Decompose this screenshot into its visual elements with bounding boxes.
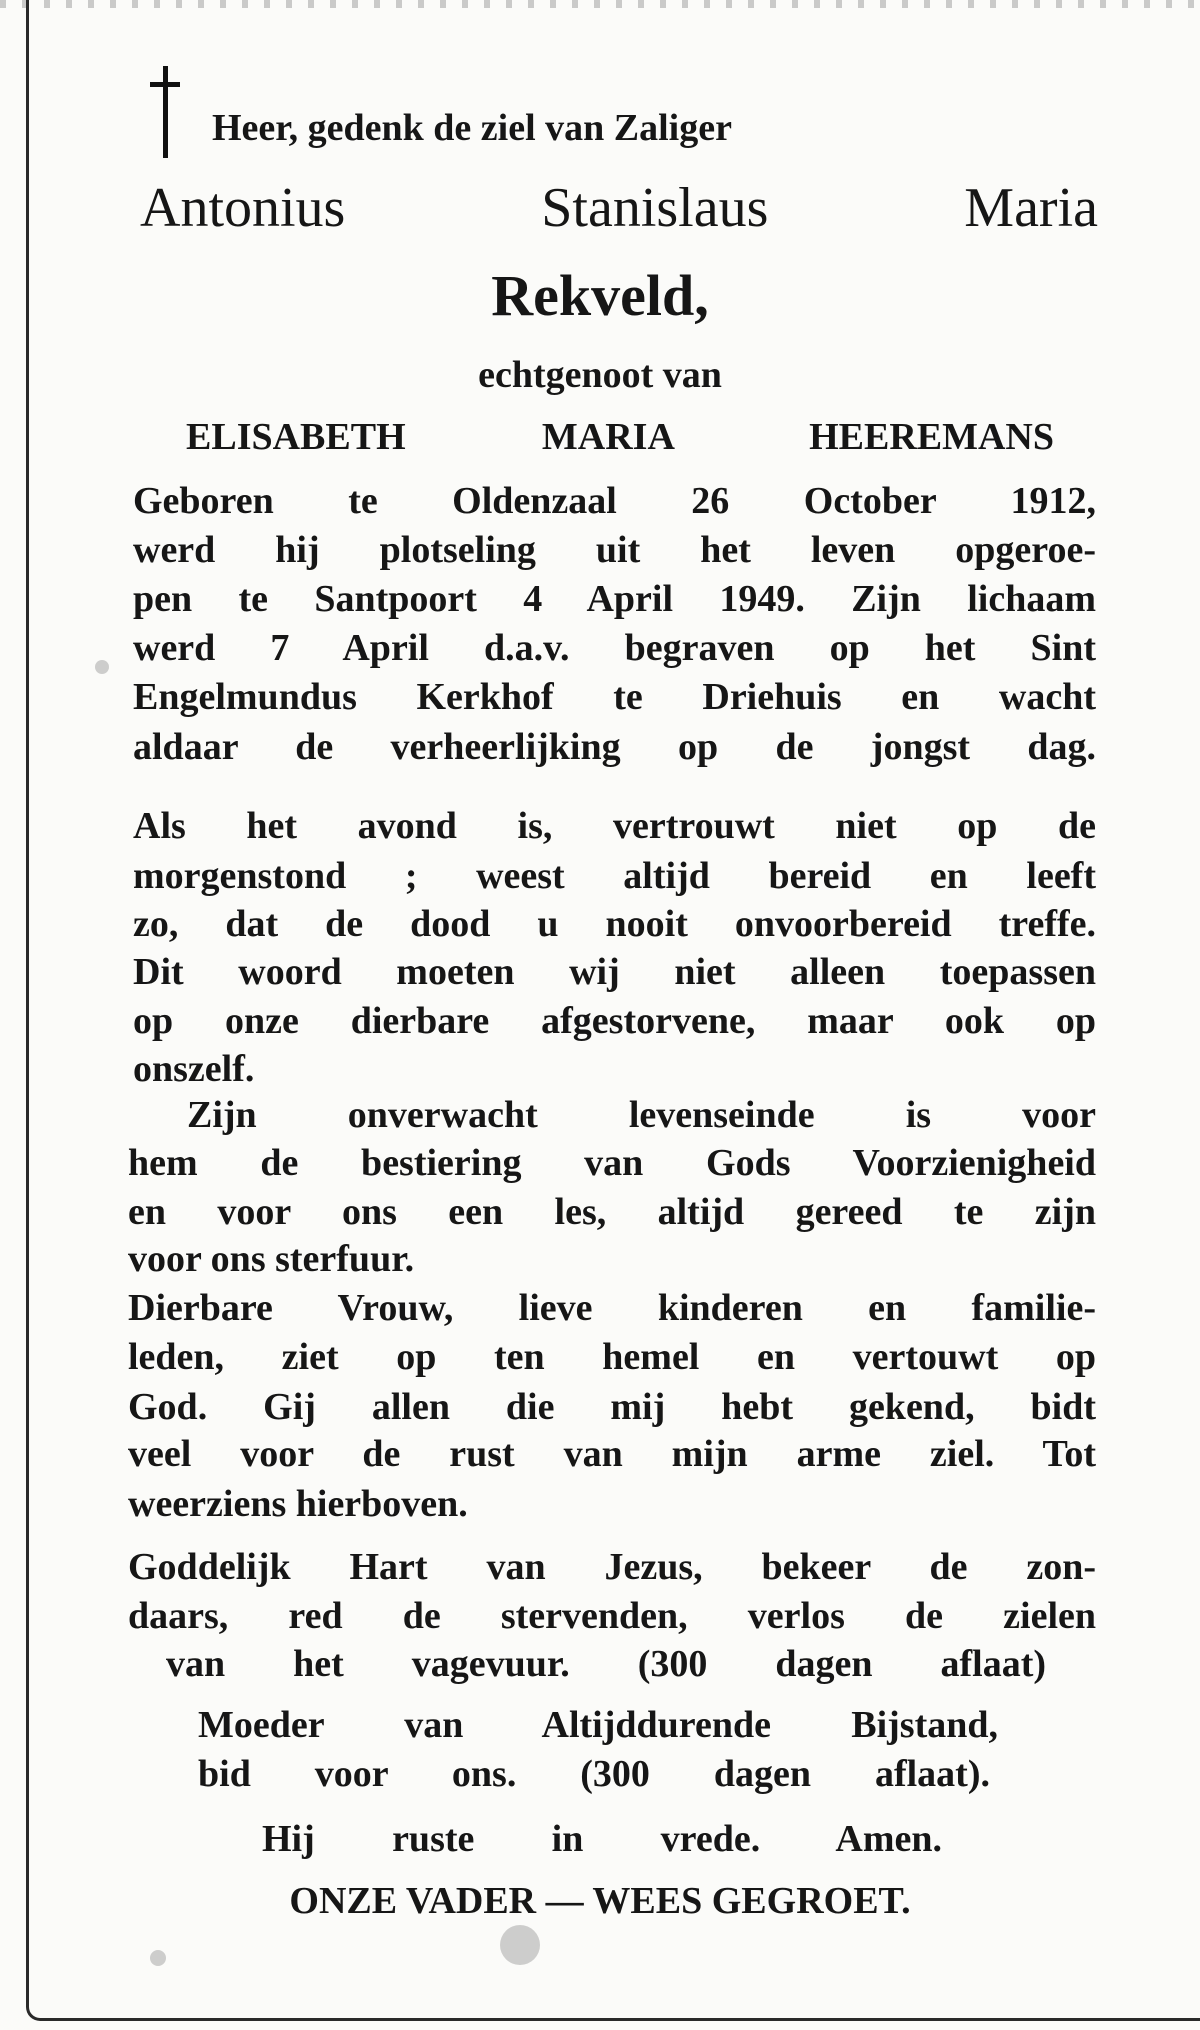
closing-prayers: ONZE VADER — WEES GEGROET. (289, 1880, 911, 1922)
spouse-name: ELISABETH MARIA HEEREMANS (186, 416, 1054, 458)
text-line: leden, ziet op ten hemel en vertouwt op (128, 1336, 1096, 1378)
deceased-given-names: Antonius Stanislaus Maria (140, 177, 1098, 239)
text-line: God. Gij allen die mij hebt gekend, bidt (128, 1386, 1096, 1428)
text-line: onszelf. (133, 1048, 255, 1090)
text-line: weerziens hierboven. (128, 1483, 468, 1525)
text-line: Dit woord moeten wij niet alleen toepassen (133, 951, 1096, 993)
text-line: Dierbare Vrouw, lieve kinderen en familie- (128, 1287, 1096, 1329)
text-line: bid voor ons. (300 dagen aflaat). (198, 1753, 990, 1795)
text-line: werd 7 April d.a.v. begraven op het Sint (133, 627, 1096, 669)
text-line: aldaar de verheerlijking op de jongst dag. (133, 726, 1096, 768)
text-line: Geboren te Oldenzaal 26 October 1912, (133, 480, 1096, 522)
text-line: Goddelijk Hart van Jezus, bekeer de zon- (128, 1546, 1096, 1588)
text-line: van het vagevuur. (300 dagen aflaat) (166, 1643, 1046, 1685)
text-line: Engelmundus Kerkhof te Driehuis en wacht (133, 676, 1096, 718)
deceased-surname: Rekveld, (491, 263, 709, 328)
text-line: Zijn onverwacht levenseinde is voor (187, 1094, 1096, 1136)
text-line: pen te Santpoort 4 April 1949. Zijn lichaam (133, 578, 1096, 620)
scan-speck (500, 1925, 540, 1965)
text-line: hem de bestiering van Gods Voorzienigheid (128, 1142, 1096, 1184)
text-line: Als het avond is, vertrouwt niet op de (133, 805, 1096, 847)
text-line: daars, red de stervenden, verlos de zielen (128, 1595, 1096, 1637)
invocation: Heer, gedenk de ziel van Zaliger (212, 107, 732, 149)
text-line: op onze dierbare afgestorvene, maar ook op (133, 1000, 1096, 1042)
rest-in-peace: Hij ruste in vrede. Amen. (262, 1818, 942, 1860)
text-line: werd hij plotseling uit het leven opgeroe- (133, 529, 1096, 571)
text-line: voor ons sterfuur. (128, 1238, 415, 1280)
text-line: en voor ons een les, altijd gereed te zijn (128, 1191, 1096, 1233)
scan-speck (95, 660, 109, 674)
text-line: morgenstond ; weest altijd bereid en leeft (133, 855, 1096, 897)
scan-speck (150, 1950, 166, 1966)
text-line: zo, dat de dood u nooit onvoorbereid treffe. (133, 903, 1096, 945)
text-line: Moeder van Altijddurende Bijstand, (198, 1704, 998, 1746)
text-line: veel voor de rust van mijn arme ziel. Tot (128, 1433, 1096, 1475)
relation: echtgenoot van (478, 354, 722, 396)
cross-icon (150, 66, 180, 158)
